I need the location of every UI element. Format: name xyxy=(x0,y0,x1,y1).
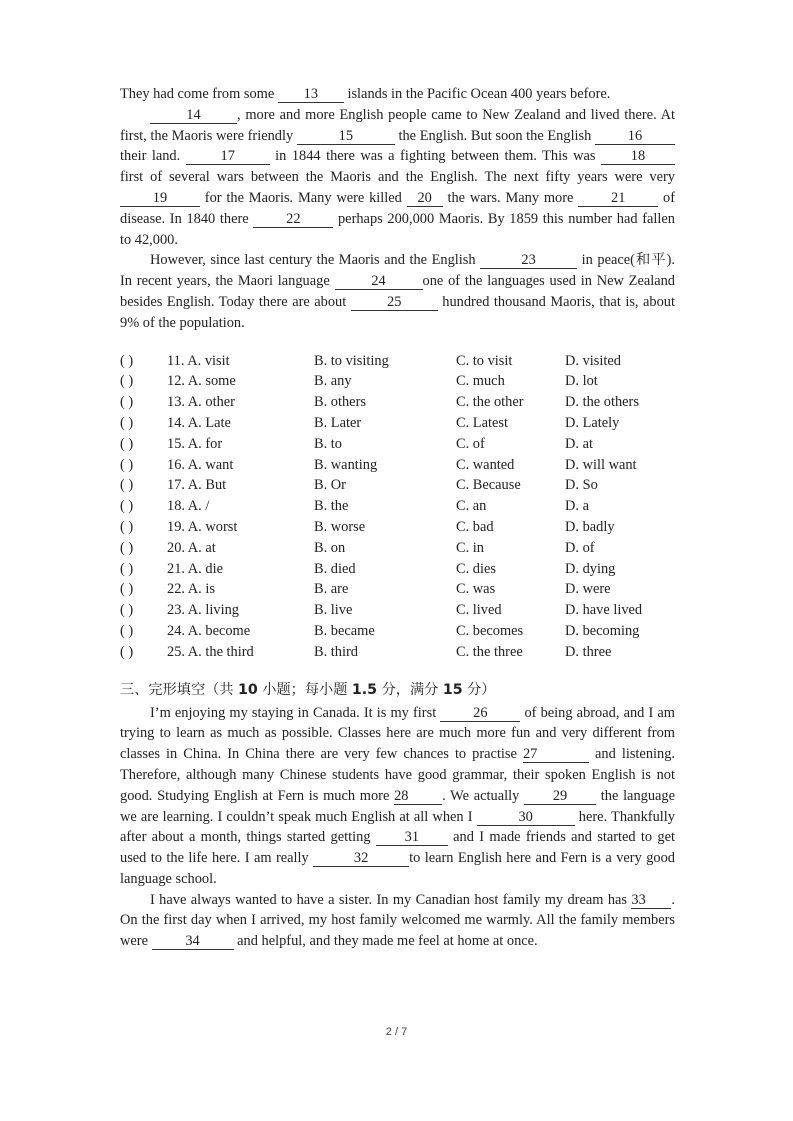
text: here. Thankfully after about a month, things started getting xyxy=(120,808,675,846)
passage1-line1 xyxy=(120,84,675,105)
option-row xyxy=(120,475,675,496)
text: and I made friends and started to get used to the life here. I am really xyxy=(120,829,675,867)
passage2-paragraph2 xyxy=(120,890,675,952)
blank-30[interactable]: 30 xyxy=(477,809,575,826)
options-list xyxy=(120,351,675,663)
option-b: B. to visiting xyxy=(314,352,389,369)
answer-paren[interactable]: ( ) xyxy=(120,394,134,411)
section-heading xyxy=(120,679,675,701)
option-d: D. dying xyxy=(565,560,616,577)
passage1-paragraph3 xyxy=(120,250,675,333)
option-c: C. of xyxy=(456,435,485,452)
heading-score-each: 1.5 xyxy=(351,681,378,698)
option-c: C. in xyxy=(456,539,484,556)
option-c: C. the other xyxy=(456,394,524,411)
option-a: 21. A. die xyxy=(167,560,223,577)
option-d: D. lot xyxy=(565,373,598,390)
heading-text: 小题；每小题 xyxy=(257,681,352,698)
option-d: D. the others xyxy=(565,394,639,411)
option-row xyxy=(120,371,675,392)
option-a: 14. A. Late xyxy=(167,414,231,431)
option-a: 12. A. some xyxy=(167,373,236,390)
option-b: B. died xyxy=(314,560,356,577)
option-a: 23. A. living xyxy=(167,602,239,619)
text: They had come from some xyxy=(120,86,278,102)
heading-score-total: 15 xyxy=(442,681,463,698)
option-d: D. becoming xyxy=(565,622,640,639)
text: , more and more English people came to New Zealand and lived there. At first, the Maoris were friendly xyxy=(120,106,675,144)
option-a: 22. A. is xyxy=(167,581,215,598)
blank-23[interactable]: 23 xyxy=(480,252,577,269)
text: to learn English here and Fern is a very good language school. xyxy=(120,850,675,887)
option-c: C. much xyxy=(456,373,505,390)
option-d: D. visited xyxy=(565,352,621,369)
blank-14[interactable]: 14 xyxy=(150,107,237,124)
text: for the Maoris. Many were killed xyxy=(200,189,407,206)
text: of being abroad, and I am trying to learn as much as possible. Classes here are much more fun and very different from classes in China. In China there are very few chances to practise xyxy=(120,704,675,763)
option-row xyxy=(120,579,675,600)
text: the language we are learning. I couldn’t speak much English at all when I xyxy=(120,787,676,825)
option-a: 20. A. at xyxy=(167,539,216,556)
option-row xyxy=(120,496,675,517)
blank-25[interactable]: 25 xyxy=(351,294,438,311)
answer-paren[interactable]: ( ) xyxy=(120,477,134,494)
blank-28[interactable]: 28 xyxy=(394,788,442,805)
page-number: 2 / 7 xyxy=(385,1026,408,1038)
blank-15[interactable]: 15 xyxy=(297,128,395,145)
answer-paren[interactable]: ( ) xyxy=(120,581,134,598)
option-d: D. of xyxy=(565,539,595,556)
blank-27[interactable]: 27 xyxy=(523,746,589,763)
answer-paren[interactable]: ( ) xyxy=(120,352,134,369)
option-c: C. becomes xyxy=(456,622,524,639)
answer-paren[interactable]: ( ) xyxy=(120,414,134,431)
option-b: B. on xyxy=(314,539,346,556)
answer-paren[interactable]: ( ) xyxy=(120,602,134,619)
text: of disease. In 1840 there xyxy=(120,189,675,227)
option-d: D. were xyxy=(565,581,611,598)
option-a: 19. A. worst xyxy=(167,518,238,535)
option-d: D. have lived xyxy=(565,602,643,619)
option-row xyxy=(120,538,675,559)
option-b: B. worse xyxy=(314,518,366,535)
option-row xyxy=(120,517,675,538)
option-a: 13. A. other xyxy=(167,394,235,411)
text: I have always wanted to have a sister. In my Canadian host family my dream has xyxy=(150,891,632,908)
heading-text: 三、完形填空（共 xyxy=(120,681,239,698)
option-d: D. badly xyxy=(565,518,615,535)
answer-paren[interactable]: ( ) xyxy=(120,560,134,577)
text: I’m enjoying my staying in Canada. It is my first xyxy=(150,704,441,721)
option-c: C. to visit xyxy=(456,352,513,369)
text: their land. xyxy=(120,148,186,165)
option-d: D. a xyxy=(565,498,589,515)
option-a: 11. A. visit xyxy=(167,352,230,369)
answer-paren[interactable]: ( ) xyxy=(120,456,134,473)
answer-paren[interactable]: ( ) xyxy=(120,622,134,639)
blank-16[interactable]: 16 xyxy=(595,128,675,145)
blank-31[interactable]: 31 xyxy=(376,829,448,846)
text: islands in the Pacific Ocean 400 years before. xyxy=(343,86,611,102)
option-b: B. to xyxy=(314,435,342,452)
option-b: B. wanting xyxy=(314,456,378,473)
option-d: D. So xyxy=(565,477,598,494)
option-row xyxy=(120,600,675,621)
option-b: B. any xyxy=(314,373,352,390)
option-a: 17. A. But xyxy=(167,477,227,494)
option-d: D. Lately xyxy=(565,414,620,431)
answer-paren[interactable]: ( ) xyxy=(120,539,134,556)
text: perhaps 200,000 Maoris. By 1859 this number had fallen to 42,000. xyxy=(120,210,675,248)
option-b: B. third xyxy=(314,643,358,660)
text: in peace(和平). In recent years, the Maori language xyxy=(120,252,675,290)
text: . We actually xyxy=(442,787,525,804)
option-c: C. lived xyxy=(456,602,502,619)
option-a: 24. A. become xyxy=(167,622,251,639)
blank-24[interactable]: 24 xyxy=(335,273,423,290)
option-c: C. wanted xyxy=(456,456,515,473)
text: and listening. Therefore, although many Chinese students have good grammar, their spoken English is not good. Studying English at Fern is much more xyxy=(120,746,675,804)
option-b: B. the xyxy=(314,498,349,515)
answer-paren[interactable]: ( ) xyxy=(120,518,134,535)
option-c: C. an xyxy=(456,498,487,515)
option-b: B. are xyxy=(314,581,349,598)
heading-count: 10 xyxy=(238,681,258,698)
text: first of several wars between the Maoris and the English. The next fifty years were very xyxy=(120,169,675,186)
option-c: C. dies xyxy=(456,560,496,577)
text: in 1844 there was a fighting between them. This was xyxy=(269,148,601,165)
option-b: B. live xyxy=(314,602,353,619)
blank-18[interactable]: 18 xyxy=(601,148,675,165)
answer-paren[interactable]: ( ) xyxy=(120,643,134,660)
blank-21[interactable]: 21 xyxy=(578,190,658,207)
blank-33[interactable]: 33 xyxy=(631,892,671,909)
option-d: D. three xyxy=(565,643,612,660)
option-c: C. Because xyxy=(456,477,521,494)
text: the English. But soon the English xyxy=(394,127,595,144)
blank-19[interactable]: 19 xyxy=(120,190,200,207)
answer-paren[interactable]: ( ) xyxy=(120,498,134,515)
option-b: B. others xyxy=(314,394,366,411)
option-a: 18. A. / xyxy=(167,498,210,515)
answer-paren[interactable]: ( ) xyxy=(120,435,134,452)
option-b: B. Or xyxy=(314,477,346,494)
option-row xyxy=(120,642,675,663)
option-a: 16. A. want xyxy=(167,456,234,473)
option-c: C. Latest xyxy=(456,414,508,431)
passage2-paragraph1 xyxy=(120,703,675,890)
option-b: B. became xyxy=(314,622,375,639)
text: and helpful, and they made me feel at home at once. xyxy=(233,933,538,950)
option-row xyxy=(120,392,675,413)
blank-29[interactable]: 29 xyxy=(524,788,596,805)
option-a: 15. A. for xyxy=(167,435,223,452)
option-row xyxy=(120,559,675,580)
option-c: C. was xyxy=(456,581,496,598)
option-a: 25. A. the third xyxy=(167,643,254,660)
option-b: B. Later xyxy=(314,414,362,431)
text: . On the first day when I arrived, my host family welcomed me warmly. All the family members were xyxy=(120,891,675,950)
passage1-paragraph2 xyxy=(120,105,675,251)
option-c: C. bad xyxy=(456,518,494,535)
answer-paren[interactable]: ( ) xyxy=(120,373,134,390)
heading-text: 分） xyxy=(462,681,496,698)
text: the wars. Many more xyxy=(442,189,579,206)
blank-17[interactable]: 17 xyxy=(186,148,270,165)
heading-text: 分，满分 xyxy=(377,681,443,698)
blank-32[interactable]: 32 xyxy=(313,850,409,867)
text: hundred thousand Maoris, that is, about 9% of the population. xyxy=(120,293,675,331)
option-row xyxy=(120,413,675,434)
option-c: C. the three xyxy=(456,643,523,660)
option-row xyxy=(120,351,675,372)
blank-34[interactable]: 34 xyxy=(152,933,234,950)
blank-26[interactable]: 26 xyxy=(440,705,520,722)
option-row xyxy=(120,621,675,642)
blank-22[interactable]: 22 xyxy=(253,211,333,228)
blank-20[interactable]: 20 xyxy=(407,190,443,207)
exam-content xyxy=(120,84,675,952)
option-d: D. at xyxy=(565,435,593,452)
option-row xyxy=(120,434,675,455)
option-d: D. will want xyxy=(565,456,637,473)
blank-13[interactable]: 13 xyxy=(278,86,344,103)
text: one of the languages used in New Zealand besides English. Today there are about xyxy=(120,273,676,310)
text: However, since last century the Maoris and the English xyxy=(150,252,481,269)
option-row xyxy=(120,455,675,476)
